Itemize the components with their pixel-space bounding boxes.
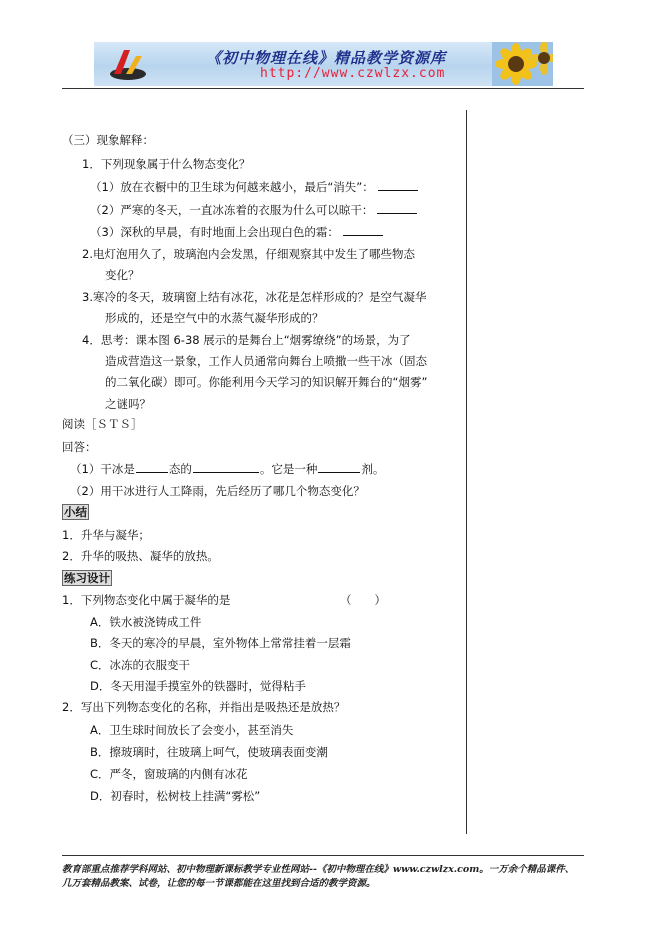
option-a: A．铁水被浇铸成工件: [90, 615, 202, 629]
answer-blank: [343, 225, 383, 236]
answer-1-mid2: 。它是一种: [259, 462, 318, 476]
answer-1-pre: （1）干冰是: [70, 462, 135, 476]
reading-label: 阅读［ＳＴＳ］: [62, 417, 143, 431]
exercise-title-text: 练习设计: [64, 571, 110, 585]
answer-1-end: 剂。: [361, 462, 385, 476]
answer-blank: [136, 462, 168, 473]
option-b: B．冬天的寒冷的早晨，室外物体上常常挂着一层霜: [90, 636, 351, 650]
answer-2: （2）用干冰进行人工降雨，先后经历了哪几个物态变化？: [70, 484, 365, 498]
option-b: B．擦玻璃时，往玻璃上呵气，使玻璃表面变潮: [90, 745, 328, 759]
footer: [62, 863, 602, 891]
question-1-3: [90, 225, 383, 239]
question-4-line-3: 的二氧化碳）即可。你能利用今天学习的知识解开舞台的“烟雾”: [105, 375, 428, 389]
footer-divider: [62, 855, 584, 856]
question-3-line-2: 形成的，还是空气中的水蒸气凝华形成的？: [105, 311, 324, 325]
option-c: C．严冬，窗玻璃的内侧有冰花: [90, 767, 248, 781]
summary-title: [62, 505, 89, 519]
option-a: A．卫生球时间放长了会变小，甚至消失: [90, 723, 294, 737]
question-4-line-2: 造成营造这一景象，工作人员通常向舞台上喷撒一些干冰（固态: [105, 354, 427, 368]
exercise-question-1: 1．下列物态变化中属于凝华的是: [62, 593, 231, 607]
question-1-2: [90, 203, 417, 217]
option-d: D．初春时，松树枝上挂满“雾松”: [90, 789, 261, 803]
answer-label: 回答：: [62, 440, 97, 454]
section-heading: （三）现象解释：: [62, 133, 154, 147]
exercise-question-1-paren: （ ）: [340, 593, 386, 607]
answer-blank: [378, 180, 418, 191]
option-c: C．冰冻的衣服变干: [90, 658, 191, 672]
summary-item: 2．升华的吸热、凝华的放热。: [62, 549, 219, 563]
question-4-line-1: 4．思考：课本图 6-38 展示的是舞台上“烟雾缭绕”的场景，为了: [82, 333, 411, 347]
question-1-2-text: （2）严寒的冬天，一直冰冻着的衣服为什么可以晾干：: [90, 203, 374, 217]
question-1-1-text: （1）放在衣橱中的卫生球为何越来越小，最后“消失”：: [90, 180, 374, 194]
site-title: 《初中物理在线》精品教学资源库: [206, 49, 447, 67]
question-1: 1．下列现象属于什么物态变化？: [82, 157, 251, 171]
footer-line-2: 几万套精品教案、试卷，让您的每一节课都能在这里找到合适的教学资源。: [62, 878, 376, 889]
question-2-line-1: 2.电灯泡用久了，玻璃泡内会发黑，仔细观察其中发生了哪些物态: [82, 247, 415, 261]
exercise-question-2: 2．写出下列物态变化的名称，并指出是吸热还是放热？: [62, 700, 346, 714]
question-1-3-text: （3）深秋的早晨，有时地面上会出现白色的霜：: [90, 225, 339, 239]
answer-blank: [318, 462, 360, 473]
exercise-title: [62, 571, 112, 585]
summary-item: 1．升华与凝华；: [62, 528, 150, 542]
question-3-line-1: 3.寒冷的冬天，玻璃窗上结有冰花，冰花是怎样形成的？是空气凝华: [82, 290, 427, 304]
option-d: D．冬天用湿手摸室外的铁器时，觉得粘手: [90, 679, 306, 693]
summary-title-text: 小结: [64, 505, 87, 519]
question-4-line-4: 之谜吗？: [105, 397, 151, 411]
footer-line-1: 教育部重点推荐学科网站、初中物理新课标教学专业性网站--《初中物理在线》www.czwlzx.com。一万余个精品课件、: [62, 864, 575, 875]
answer-1-mid1: 态的: [168, 462, 192, 476]
answer-1: [70, 462, 384, 476]
site-url: http://www.czwlzx.com: [260, 66, 446, 81]
question-1-1: [90, 180, 418, 194]
answer-blank: [377, 203, 417, 214]
answer-blank: [193, 462, 259, 473]
question-2-line-2: 变化？: [105, 268, 140, 282]
